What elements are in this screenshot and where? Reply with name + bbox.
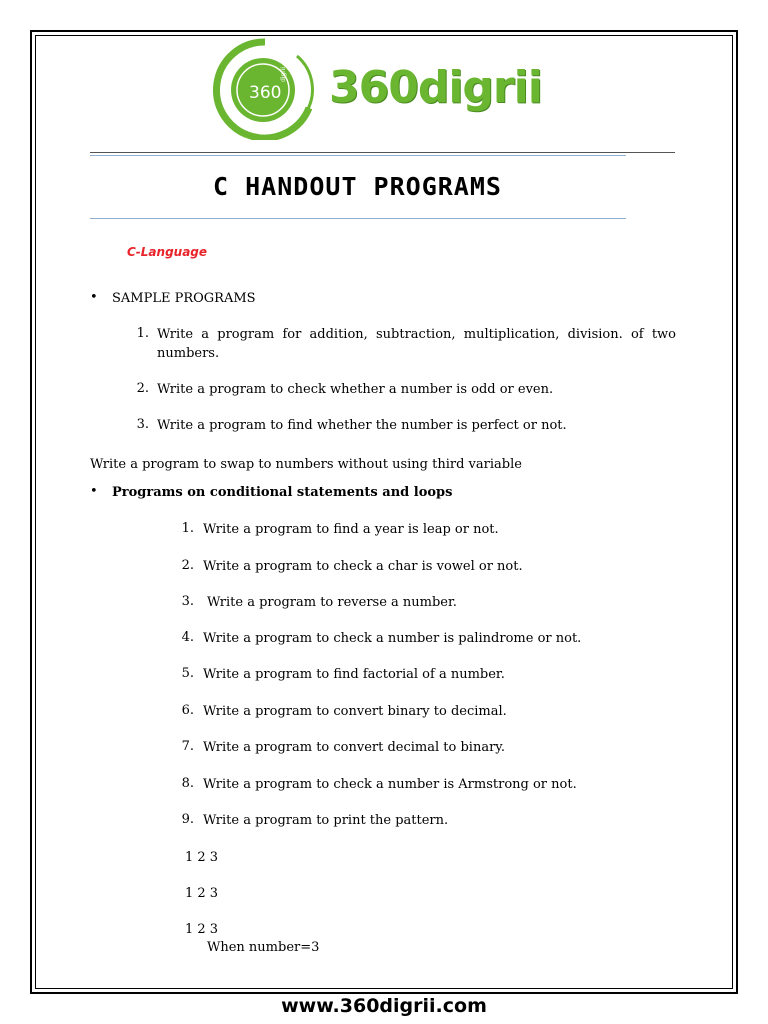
section2-item: Write a program to convert decimal to binary.: [203, 740, 506, 755]
section1-item-3: Write a program to find whether the number is perfect or not.: [157, 418, 567, 433]
pattern-line: 1 2 3: [185, 850, 219, 865]
section2-heading: Programs on conditional statements and loops: [112, 485, 453, 500]
pattern-note: When number=3: [207, 940, 320, 955]
language-label: C-Language: [127, 245, 208, 259]
logo-wordmark: 360digrii: [329, 62, 542, 113]
section2-item: Write a program to find factorial of a number.: [203, 667, 505, 682]
section1-item-1-line1: Write a program for addition, subtraction, multiplication, division. of two: [157, 327, 676, 342]
bullet-icon: •: [90, 290, 98, 305]
title-rule: [90, 218, 626, 219]
section2-item: Write a program to check a number is Armstrong or not.: [203, 777, 577, 792]
header-rule-secondary: [90, 155, 626, 156]
section1-item-num: 3.: [136, 417, 149, 432]
pattern-line: 1 2 3: [185, 922, 219, 937]
swap-line: Write a program to swap to numbers without using third variable: [90, 457, 522, 472]
section2-item-num: 2.: [181, 558, 194, 573]
section2-item-num: 9.: [181, 812, 194, 827]
logo-ring-icon: [205, 36, 325, 140]
header-rule: [90, 152, 675, 153]
section2-item: Write a program to reverse a number.: [207, 595, 457, 610]
section2-item: Write a program to convert binary to decimal.: [203, 704, 507, 719]
section1-item-1-line2: numbers.: [157, 346, 220, 361]
footer-url: www.360digrii.com: [281, 995, 487, 1017]
section2-item: Write a program to check a number is palindrome or not.: [203, 631, 582, 646]
logo: [205, 36, 570, 140]
bullet-icon: •: [90, 484, 98, 499]
section2-item: Write a program to print the pattern.: [203, 813, 449, 828]
section2-item-num: 7.: [181, 739, 194, 754]
section1-item-2: Write a program to check whether a number is odd or even.: [157, 382, 554, 397]
section1-item-num: 1.: [136, 326, 149, 341]
section2-item-num: 1.: [181, 521, 194, 536]
logo-circle-text: 360: [249, 83, 282, 103]
page-title: C HANDOUT PROGRAMS: [213, 172, 502, 201]
pattern-line: 1 2 3: [185, 886, 219, 901]
section1-item-num: 2.: [136, 381, 149, 396]
section2-item-num: 3.: [181, 594, 194, 609]
section2-item: Write a program to find a year is leap or not.: [203, 522, 499, 537]
section1-heading: SAMPLE PROGRAMS: [112, 291, 256, 306]
section2-item-num: 6.: [181, 703, 194, 718]
section2-item-num: 4.: [181, 630, 194, 645]
section2-item-num: 8.: [181, 776, 194, 791]
logo-small-text: digrii: [280, 66, 287, 82]
section2-item-num: 5.: [181, 666, 194, 681]
section2-item: Write a program to check a char is vowel or not.: [203, 559, 523, 574]
